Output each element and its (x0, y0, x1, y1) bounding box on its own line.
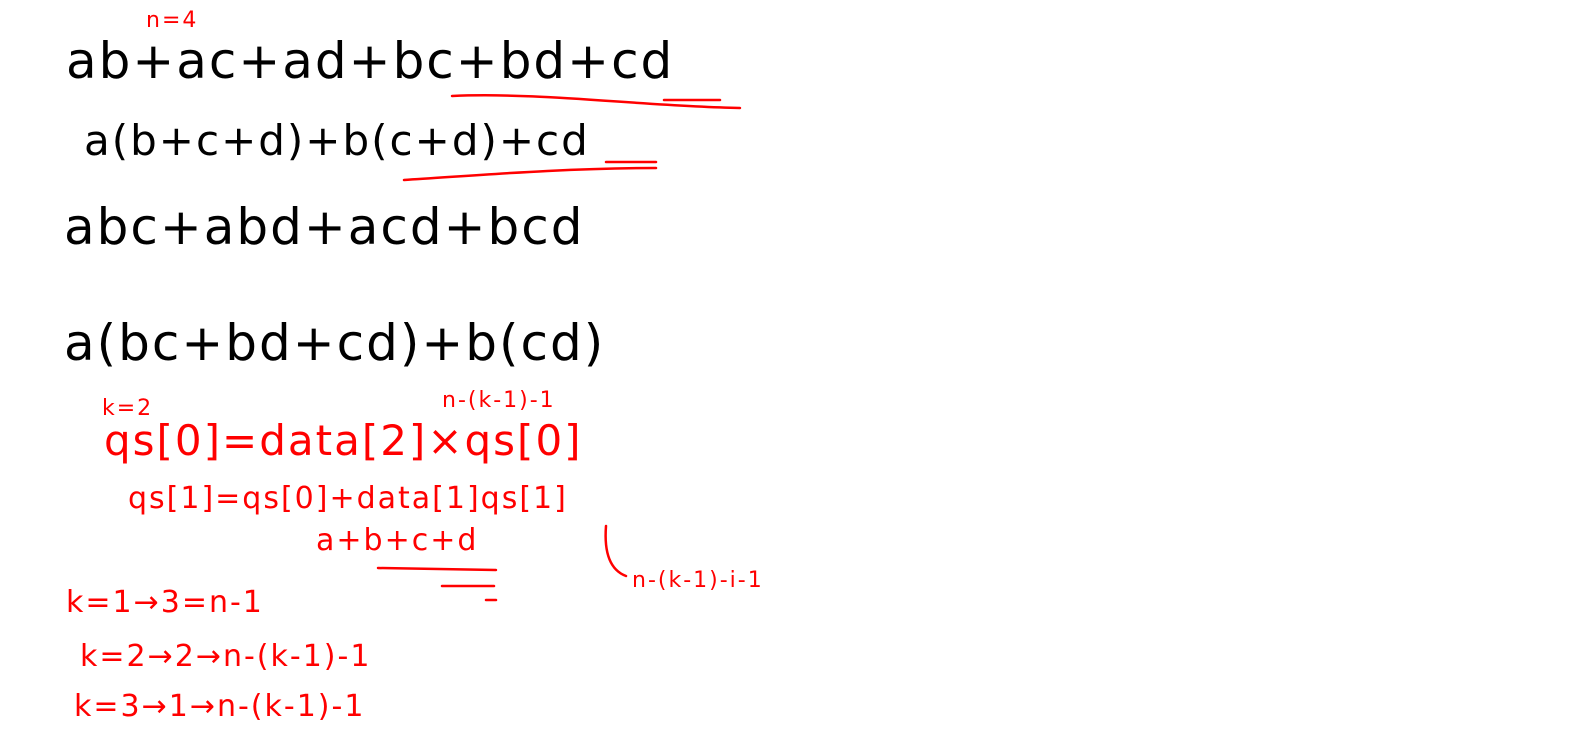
expansion-line-1: ab+ac+ad+bc+bd+cd (66, 32, 675, 90)
expansion-line-2: a(b+c+d)+b(c+d)+cd (84, 116, 590, 165)
index-formula-top: n-(k-1)-1 (442, 388, 556, 413)
k-value-label: k=2 (102, 396, 154, 421)
underline-bc-bd-cd (452, 95, 740, 108)
index-formula-right: n-(k-1)-i-1 (632, 568, 764, 593)
qs1-assignment: qs[1]=qs[0]+data[1]qs[1] (128, 481, 568, 516)
sum-annotation: a+b+c+d (316, 523, 479, 558)
expansion-line-3: abc+abd+acd+bcd (64, 198, 585, 256)
n-equals-label: n=4 (146, 8, 199, 33)
qs0-assignment: qs[0]=data[2]×qs[0] (104, 416, 583, 465)
underline-c-plus-d (404, 168, 656, 180)
k2-mapping: k=2→2→n-(k-1)-1 (80, 639, 372, 674)
k1-mapping: k=1→3=n-1 (66, 585, 264, 620)
underline-sum-1 (378, 568, 496, 570)
hook-arrow (606, 526, 626, 576)
expansion-line-4: a(bc+bd+cd)+b(cd) (64, 314, 606, 372)
k3-mapping: k=3→1→n-(k-1)-1 (74, 689, 366, 724)
